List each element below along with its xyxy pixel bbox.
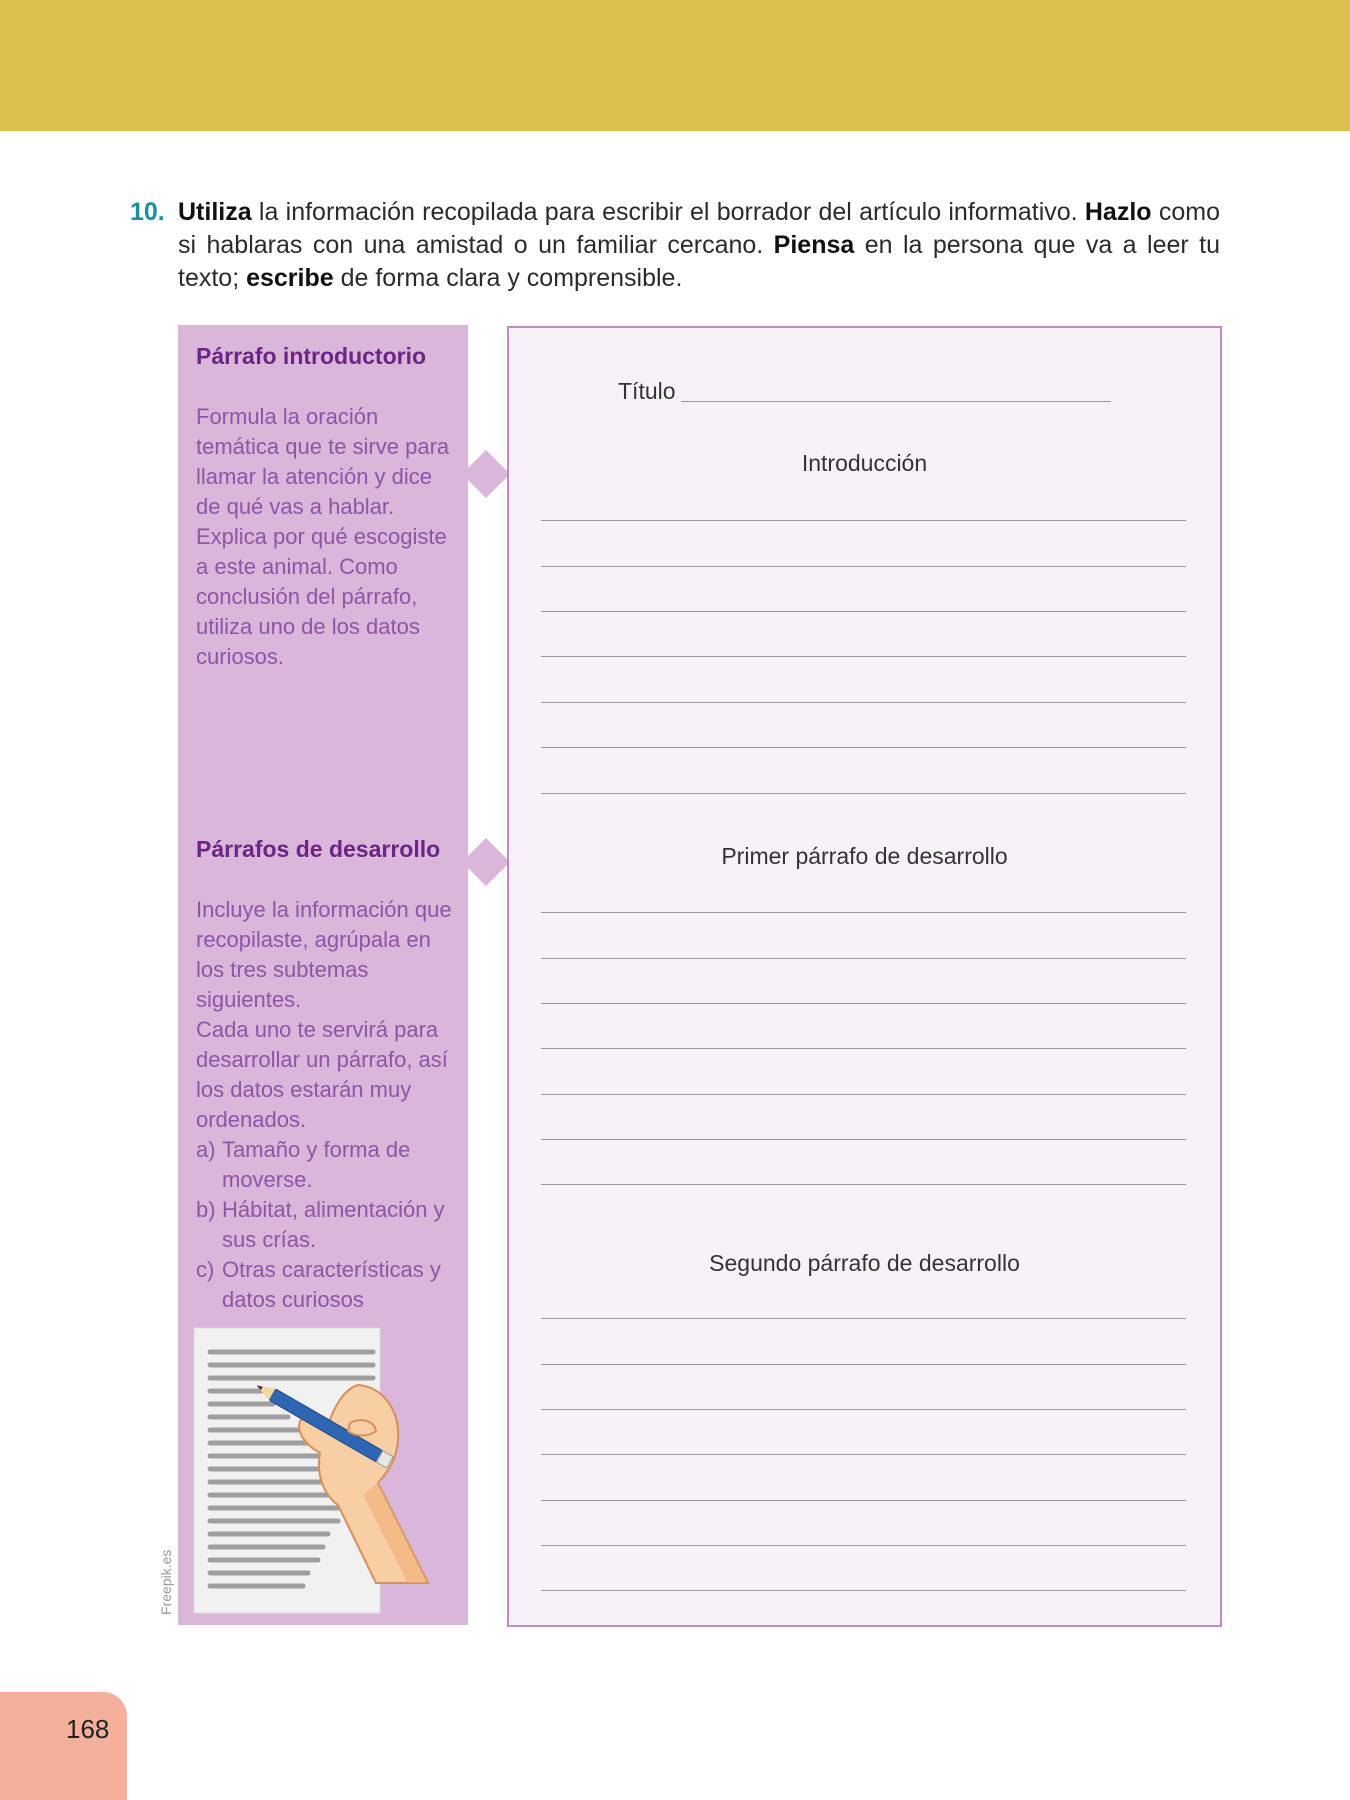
writing-line[interactable] xyxy=(541,1590,1186,1591)
writing-line[interactable] xyxy=(541,1500,1186,1501)
pointer-diamond xyxy=(462,450,510,498)
writing-line[interactable] xyxy=(541,611,1186,612)
instruction-part: Piensa xyxy=(773,231,855,259)
writing-line[interactable] xyxy=(541,1318,1186,1319)
draft-writing-area xyxy=(507,326,1222,1627)
image-credit: Freepik.es xyxy=(158,1549,174,1615)
instruction xyxy=(130,196,1220,295)
first-dev-section-label: Primer párrafo de desarrollo xyxy=(721,843,1008,869)
writing-line[interactable] xyxy=(541,747,1186,748)
writing-line[interactable] xyxy=(541,793,1186,794)
title-label: Título xyxy=(618,378,676,404)
intro-heading: Párrafo introductorio xyxy=(196,343,427,369)
intro-guide-text xyxy=(196,402,458,672)
list-text: Hábitat, alimentación y sus crías. xyxy=(222,1197,445,1252)
list-item xyxy=(196,1255,458,1315)
instruction-part: de forma clara y comprensible. xyxy=(333,264,683,292)
writing-line[interactable] xyxy=(541,520,1186,521)
dev-heading: Párrafos de desarrollo xyxy=(196,836,441,862)
dev-guide-paragraph: Cada uno te servirá para desarrollar un párrafo, así los datos estarán muy ordenados. xyxy=(196,1017,448,1132)
writing-line[interactable] xyxy=(541,912,1186,913)
list-text: Tamaño y forma de moverse. xyxy=(222,1137,411,1192)
instruction-text xyxy=(178,196,1220,295)
hand-writing-with-pencil-icon xyxy=(178,1325,468,1625)
writing-line[interactable] xyxy=(541,1364,1186,1365)
second-dev-section-label: Segundo párrafo de desarrollo xyxy=(709,1250,1020,1276)
intro-section-label: Introducción xyxy=(801,450,928,476)
header-band xyxy=(0,0,1350,131)
writing-line[interactable] xyxy=(541,566,1186,567)
writing-line[interactable] xyxy=(541,702,1186,703)
instruction-part: escribe xyxy=(246,264,334,292)
instruction-part: en la persona que va a leer tu texto; xyxy=(178,231,1220,292)
writing-line[interactable] xyxy=(541,1409,1186,1410)
writing-line[interactable] xyxy=(541,1003,1186,1004)
list-text: Otras características y datos curiosos xyxy=(222,1257,441,1312)
instruction-part: Utiliza xyxy=(178,198,252,226)
pointer-diamond xyxy=(462,838,510,886)
writing-line[interactable] xyxy=(541,958,1186,959)
dev-guide-text xyxy=(196,895,458,1315)
guide-panel xyxy=(178,325,468,1625)
list-marker: c) xyxy=(196,1257,215,1282)
list-item xyxy=(196,1135,458,1195)
writing-line[interactable] xyxy=(541,1454,1186,1455)
page-number-tab xyxy=(0,1692,127,1800)
instruction-part: Hazlo xyxy=(1084,198,1152,226)
instruction-part: como si hablaras con una amistad o un familiar cercano. xyxy=(178,198,1220,259)
writing-line[interactable] xyxy=(541,1094,1186,1095)
intro-guide-paragraph: Formula la oración temática que te sirve para llamar la atención y dice de qué vas a hablar. Explica por qué escogiste a este animal. Como conclusión del párrafo, utiliza uno de los datos curiosos. xyxy=(196,404,450,669)
instruction-number: 10. xyxy=(130,198,165,226)
title-line[interactable] xyxy=(681,401,1111,402)
writing-line[interactable] xyxy=(541,1184,1186,1185)
dev-guide-paragraph: Incluye la información que recopilaste, agrúpala en los tres subtemas siguientes. xyxy=(196,897,452,1012)
writing-line[interactable] xyxy=(541,1048,1186,1049)
list-marker: b) xyxy=(196,1197,216,1222)
writing-line[interactable] xyxy=(541,1545,1186,1546)
instruction-part: la información recopilada para escribir el borrador del artículo informativo. xyxy=(251,198,1085,226)
writing-line[interactable] xyxy=(541,1139,1186,1140)
writing-line[interactable] xyxy=(541,656,1186,657)
list-item xyxy=(196,1195,458,1255)
list-marker: a) xyxy=(196,1137,216,1162)
page-number: 168 xyxy=(66,1714,110,1744)
